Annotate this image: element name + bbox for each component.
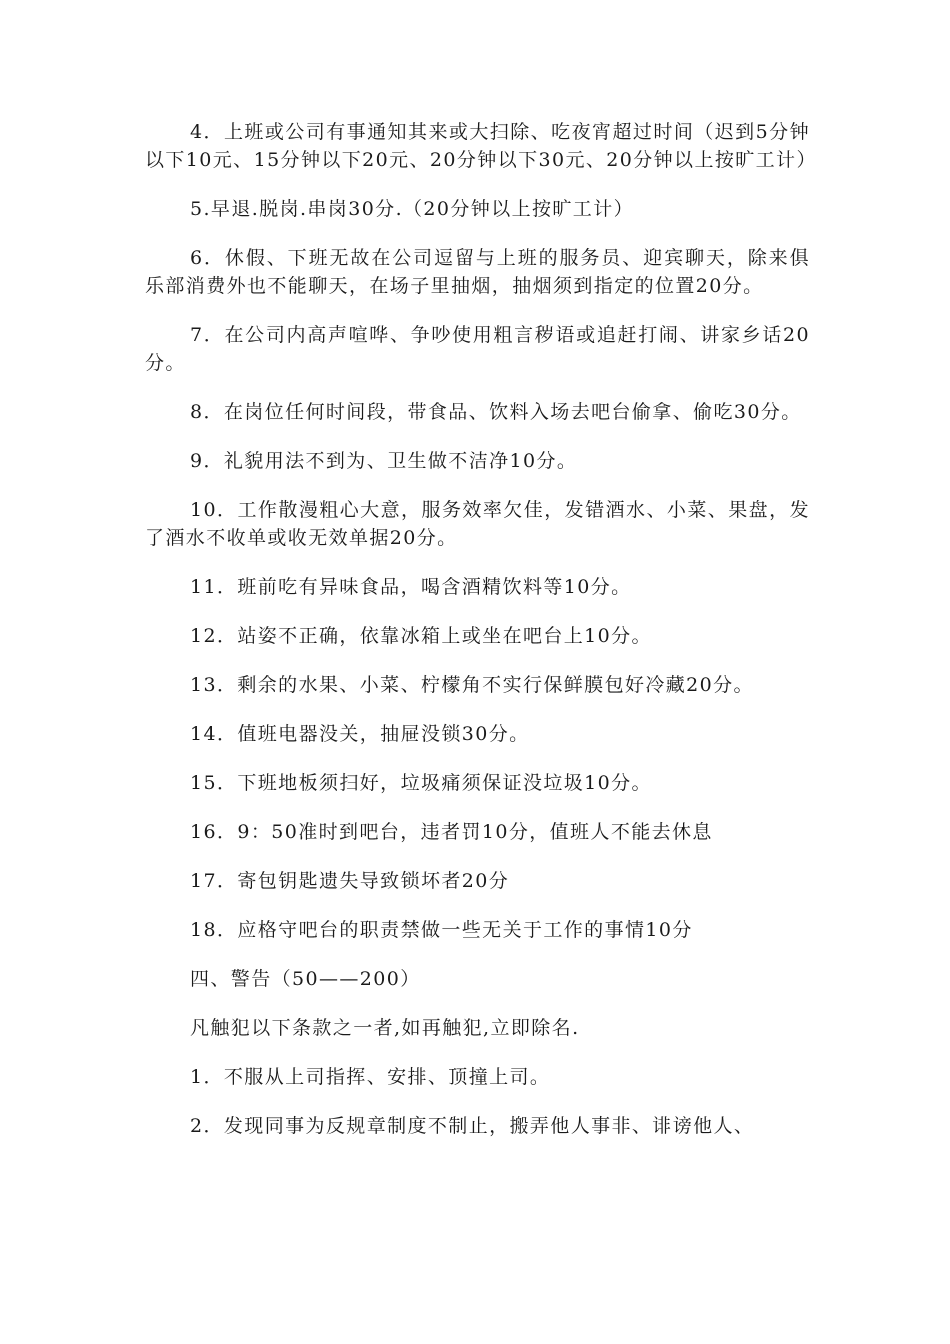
section-heading-warning: 四、警告（50——200） xyxy=(190,968,421,990)
rule-paragraph-10: 10．工作散漫粗心大意，服务效率欠佳，发错酒水、小菜、果盘，发了酒水不收单或收无效单据20分。 xyxy=(145,499,810,549)
rule-paragraph-4: 4．上班或公司有事通知其来或大扫除、吃夜宵超过时间（迟到5分钟以下10元、15分钟以下20元、20分钟以下30元、20分钟以上按旷工计） xyxy=(145,121,817,171)
rule-paragraph-5: 5.早退.脱岗.串岗30分.（20分钟以上按旷工计） xyxy=(190,198,635,220)
rule-paragraph-13: 13．剩余的水果、小菜、柠檬角不实行保鲜膜包好冷藏20分。 xyxy=(190,674,754,696)
rule-paragraph-17: 17．寄包钥匙遗失导致锁坏者20分 xyxy=(190,870,510,892)
rule-paragraph-7: 7．在公司内高声喧哗、争吵使用粗言秽语或追赶打闹、讲家乡话20分。 xyxy=(145,324,810,374)
warning-intro: 凡触犯以下条款之一者,如再触犯,立即除名. xyxy=(190,1017,580,1039)
rule-paragraph-16: 16．9：50准时到吧台，违者罚10分，值班人不能去休息 xyxy=(190,821,713,843)
rule-paragraph-8: 8．在岗位任何时间段，带食品、饮料入场去吧台偷拿、偷吃30分。 xyxy=(190,401,802,423)
rule-paragraph-15: 15．下班地板须扫好，垃圾痛须保证没垃圾10分。 xyxy=(190,772,652,794)
warning-item-2: 2．发现同事为反规章制度不制止，搬弄他人事非、诽谤他人、 xyxy=(190,1115,755,1137)
document-body xyxy=(145,118,817,1161)
rule-paragraph-18: 18．应格守吧台的职责禁做一些无关于工作的事情10分 xyxy=(190,919,693,941)
rule-paragraph-6: 6．休假、下班无故在公司逗留与上班的服务员、迎宾聊天，除来俱乐部消费外也不能聊天，在场子里抽烟，抽烟须到指定的位置20分。 xyxy=(145,247,810,297)
warning-item-1: 1．不服从上司指挥、安排、顶撞上司。 xyxy=(190,1066,551,1088)
rule-paragraph-9: 9．礼貌用法不到为、卫生做不洁净10分。 xyxy=(190,450,578,472)
rule-paragraph-12: 12．站姿不正确，依靠冰箱上或坐在吧台上10分。 xyxy=(190,625,652,647)
rule-paragraph-11: 11．班前吃有异味食品，喝含酒精饮料等10分。 xyxy=(190,576,632,598)
rule-paragraph-14: 14．值班电器没关，抽屉没锁30分。 xyxy=(190,723,530,745)
